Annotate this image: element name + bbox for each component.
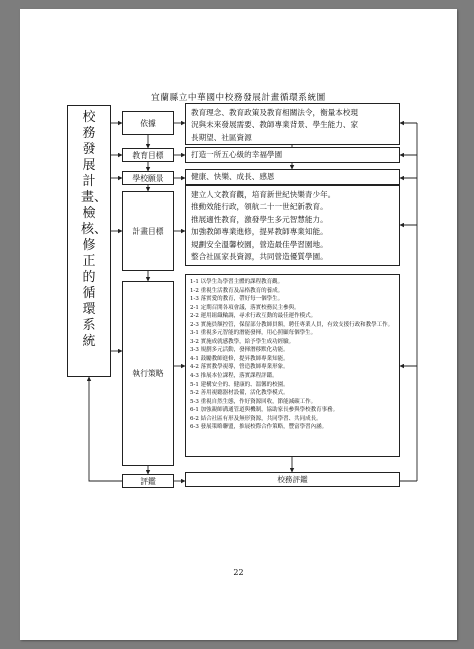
content-line: 5-3 重視自然生態，作好資源回收，節能減碳工作。 [190,398,317,405]
label-plan-goals-text: 計畫目標 [132,226,164,236]
content-line: 4-3 推展本位課程，落實課程評鑑。 [190,373,278,380]
document-page [20,9,457,640]
label-school-vision-text: 學校願景 [132,173,164,183]
content-line: 6-2 結合社區有形及無形資源，共同學習、共同成長。 [190,415,322,422]
content-line: 推展適性教育，激發學生多元智慧能力。 [191,214,328,224]
content-line: 3-2 實施成就感教學，給予學生成功經驗。 [190,338,295,345]
content-line: 規劃安全溫馨校園，營造最佳學習園地。 [191,239,328,249]
content-line: 健康、快樂、成長、感恩 [191,172,275,182]
flow-connectors [20,9,457,640]
content-line: 建立人文教育觀，培育新世紀快樂青少年。 [191,190,336,199]
label-strategies-text: 執行策略 [132,369,164,378]
content-line: 2-2 運用組織輪調，尋求行政互動的最佳運作模式。 [190,313,317,320]
content-line: 5-2 善用視聽器材設備，活化教學模式。 [190,390,289,397]
content-line: 5-1 建構安全的、健康的、溫馨的校園。 [190,381,289,388]
content-line: 整合社區家長資源，共同營造優質學園。 [191,252,328,262]
content-line: 況與未來發展需要、教師專業背景、學生能力、家 [191,120,359,130]
page-number: 22 [233,568,244,577]
content-line: 推動效能行政，領航二十一世紀新教育。 [191,202,328,212]
label-basis-text: 依據 [140,118,156,128]
side-title-text: 校務發展計畫、檢核、修正的循環系統 [81,110,108,349]
label-education-goal-text: 教育目標 [132,150,164,160]
content-line: 教育理念、教育政策及教育相關法令，衡量本校現 [191,108,359,117]
content-line: 6-3 發展策略聯盟，推展校際合作策略，豐富學習內涵。 [190,424,328,431]
content-line: 4-1 鼓勵教師進修，提昇教師專業知能。 [190,355,289,362]
content-line: 長期望、社區資源 [191,132,252,142]
content-line: 4-2 落實教學視導，營造教師專業形象。 [190,364,289,371]
content-line: 2-1 定期召開各項會議，落實校務民主參與。 [190,304,300,311]
content-line: 6-1 加強親師溝通管道與機制，協助家長參與學校教育事務。 [190,407,339,414]
content-line: 3-1 重視多元智能的潛能發揮，用心照顧每個學生。 [190,330,317,337]
content-line: 2-3 實施員額控管，保留部分教師員額，聘任專業人員，有效支援行政和教學工作。 [190,321,394,328]
label-evaluation-text: 評鑑 [140,476,156,486]
arrow-evaluation-to-side [89,377,122,481]
content-line: 校務評鑑 [277,474,308,484]
content-line: 1-2 重視生活教育及品格教育的養成。 [190,287,284,294]
content-line: 1-3 落實愛的教育，帶好每一個學生。 [190,296,284,303]
content-line: 加強教師專業進修，提昇教師專業知能。 [191,227,328,237]
content-line: 1-1 以學生為學習主體的課程教育觀。 [190,279,284,285]
content-line: 打造一所五心級的幸福學園 [191,150,283,160]
content-line: 3-3 規劃多元活動，發揮潛移默化功能。 [190,347,289,354]
page-title: 宜蘭縣立中華國中校務發展計畫循環系統圖 [151,93,326,103]
